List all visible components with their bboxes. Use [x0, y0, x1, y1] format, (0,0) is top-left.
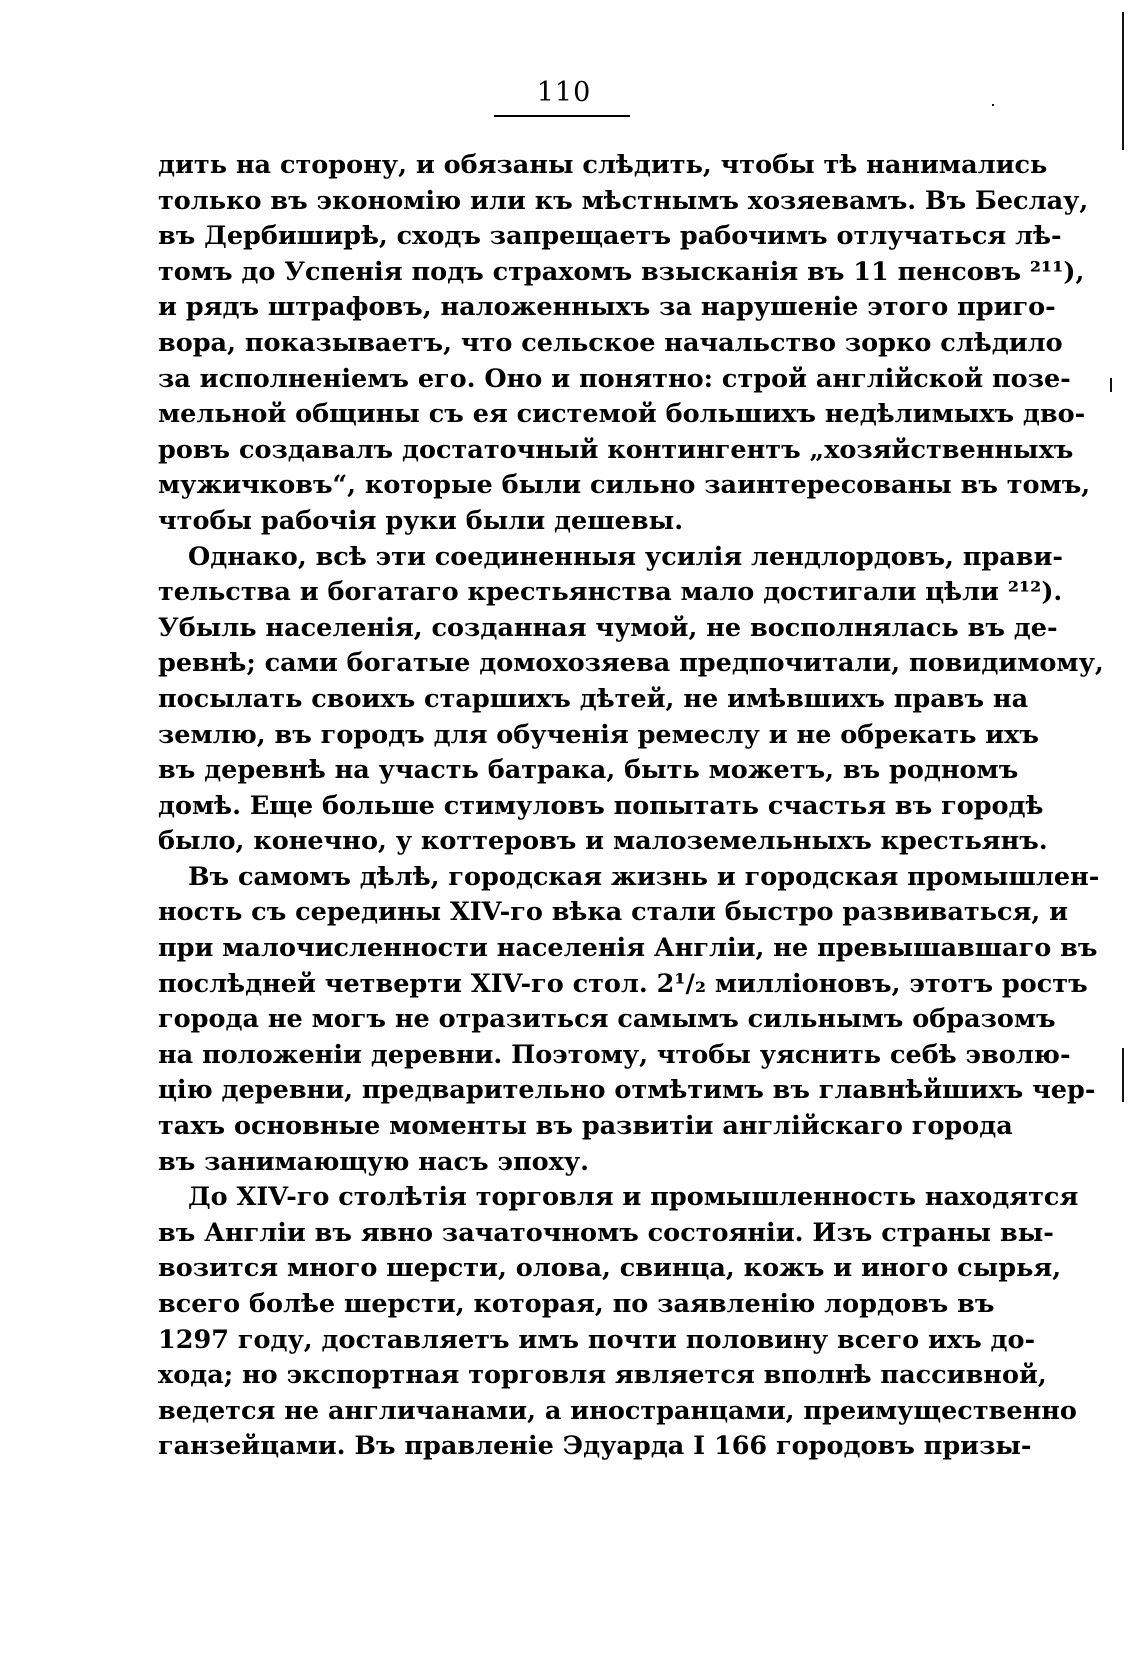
- text-line: мельной общины съ ея системой большихъ недѣлимыхъ дво-: [158, 399, 1086, 430]
- text-line: Въ самомъ дѣлѣ, городская жизнь и городская промышлен-: [188, 861, 1100, 892]
- text-line: Однако, всѣ эти соединенныя усилія лендлордовъ, прави-: [188, 541, 1064, 572]
- text-line: землю, въ городъ для обученія ремеслу и не обрекать ихъ: [158, 719, 1039, 750]
- scan-edge-mark: [1110, 378, 1112, 392]
- text-line: дить на сторону, и обязаны слѣдить, чтобы тѣ нанимались: [158, 150, 1048, 180]
- text-line: домѣ. Еще больше стимуловъ попытать счастья въ городѣ: [158, 790, 1044, 821]
- text-line: только въ экономію или къ мѣстнымъ хозяевамъ. Въ Беслау,: [158, 185, 1089, 216]
- page-number: 110: [536, 77, 592, 108]
- paragraph: [158, 540, 1104, 860]
- text-line: вора, показываетъ, что сельское начальство зорко слѣдило: [158, 327, 1063, 358]
- text-line: послѣдней четверти XIV-го стол. 2¹/₂ милліоновъ, этотъ ростъ: [158, 968, 1088, 999]
- text-line: въ деревнѣ на участь батрака, быть можетъ, въ родномъ: [158, 755, 1019, 786]
- scan-edge-mark: [1122, 1048, 1124, 1102]
- text-line: на положеніи деревни. Поэтому, чтобы уяснить себѣ эволю-: [158, 1039, 1071, 1070]
- text-line: Убыль населенія, созданная чумой, не восполнялась въ де-: [158, 612, 1058, 643]
- text-line: ность съ середины XIV-го вѣка стали быстро развиваться, и: [158, 897, 1069, 928]
- text-line: всего болѣе шерсти, которая, по заявленію лордовъ въ: [158, 1289, 995, 1319]
- text-line: въ Англіи въ явно зачаточномъ состояніи. Изъ страны вы-: [158, 1217, 1054, 1248]
- text-line: при малочисленности населенія Англіи, не превышавшаго въ: [158, 933, 1098, 964]
- text-line: и рядъ штрафовъ, наложенныхъ за нарушеніе этого приго-: [158, 292, 1056, 323]
- text-line: города не могъ не отразиться самымъ сильнымъ образомъ: [158, 1004, 1056, 1035]
- text-line: цію деревни, предварительно отмѣтимъ въ главнѣйшихъ чер-: [158, 1075, 1096, 1106]
- text-line: за исполненіемъ его. Оно и понятно: строй англійской позе-: [158, 363, 1071, 394]
- text-line: въ Дербиширѣ, сходъ запрещаетъ рабочимъ отлучаться лѣ-: [158, 221, 1062, 252]
- text-line: ганзейцами. Въ правленіе Эдуарда I 166 городовъ призы-: [158, 1431, 1032, 1462]
- body-text: [158, 148, 1104, 1465]
- text-line: ровъ создавалъ достаточный контингентъ „хозяйственныхъ: [158, 434, 1074, 465]
- text-line: тельства и богатаго крестьянства мало достигали цѣли ²¹²).: [158, 577, 1063, 608]
- scan-speck: [992, 104, 994, 106]
- text-line: ведется не англичанами, а иностранцами, преимущественно: [158, 1395, 1077, 1426]
- text-line: До XIV-го столѣтія торговля и промышленность находятся: [188, 1182, 1079, 1213]
- text-line: чтобы рабочія руки были дешевы.: [158, 505, 684, 536]
- text-line: въ занимающую насъ эпоху.: [158, 1146, 590, 1177]
- page-number-rule: [494, 115, 630, 117]
- paragraph: [158, 1180, 1079, 1465]
- text-line: возится много шерсти, олова, свинца, кожъ и иного сырья,: [158, 1253, 1062, 1284]
- paragraph: [158, 860, 1100, 1180]
- paragraph: [158, 148, 1091, 540]
- text-line: 1297 году, доставляетъ имъ почти половину всего ихъ до-: [158, 1324, 1036, 1355]
- text-line: хода; но экспортная торговля является вполнѣ пассивной,: [158, 1360, 1047, 1391]
- text-line: посылать своихъ старшихъ дѣтей, не имѣвшихъ правъ на: [158, 683, 1029, 714]
- text-line: мужичковъ“, которые были сильно заинтересованы въ томъ,: [158, 470, 1091, 501]
- scan-edge-mark: [1122, 12, 1124, 150]
- text-line: было, конечно, у коттеровъ и малоземельныхъ крестьянъ.: [158, 826, 1048, 857]
- text-line: ревнѣ; сами богатые домохозяева предпочитали, повидимому,: [158, 648, 1104, 679]
- text-line: томъ до Успенія подъ страхомъ взысканія въ 11 пенсовъ ²¹¹),: [158, 256, 1085, 287]
- text-line: тахъ основные моменты въ развитіи англійскаго города: [158, 1111, 1013, 1142]
